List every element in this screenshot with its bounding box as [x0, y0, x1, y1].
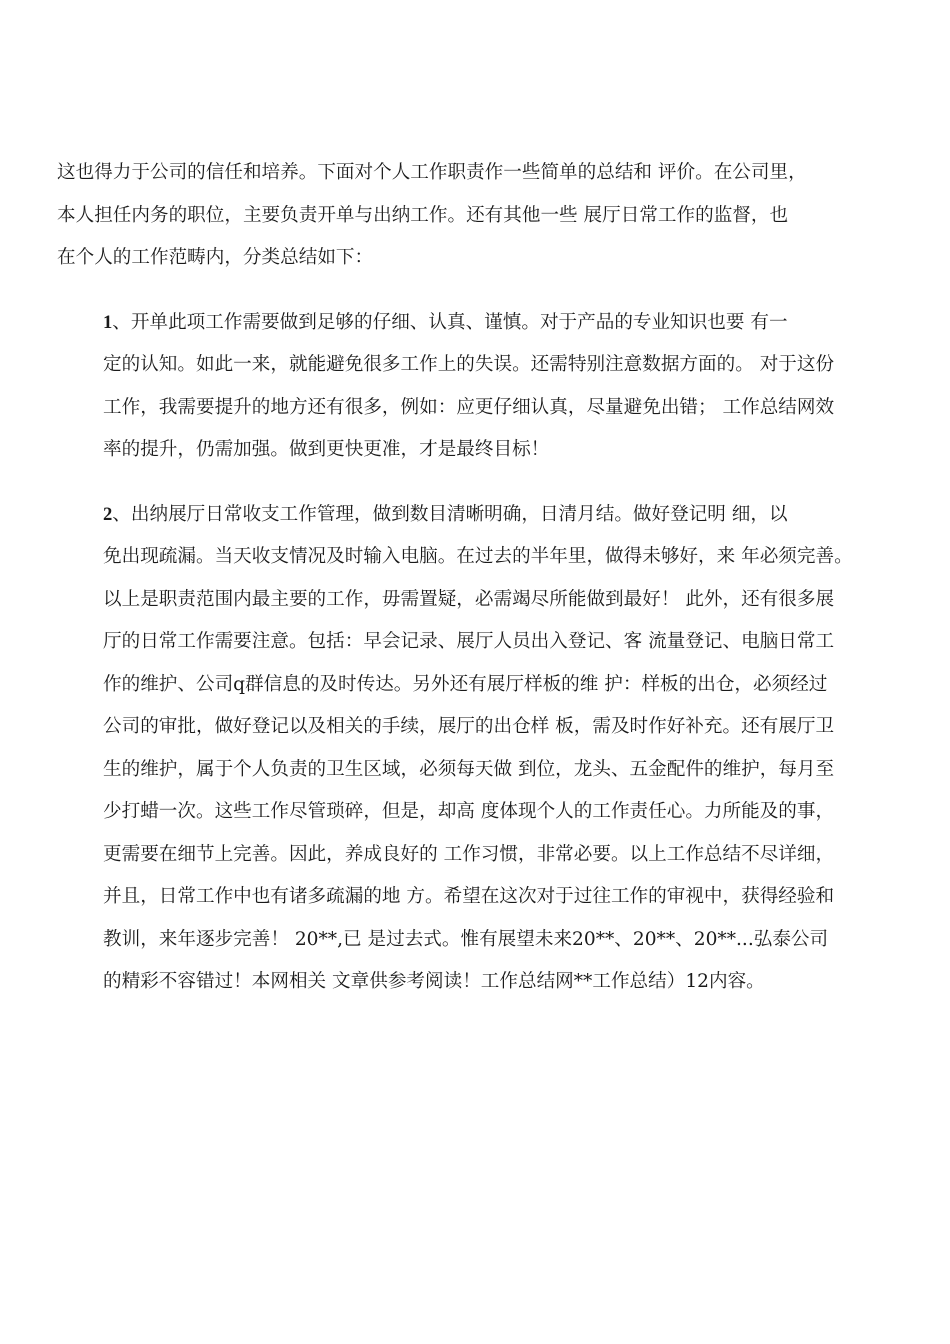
text-line: 并且，日常工作中也有诸多疏漏的地 方。希望在这次对于过往工作的审视中，获得经验和 — [103, 886, 835, 907]
text-line: 作的维护、公司q群信息的及时传达。另外还有展厅样板的维 护：样板的出仓，必须经过 — [103, 673, 828, 695]
text-line: 厅的日常工作需要注意。包括：早会记录、展厅人员出入登记、客 流量登记、电脑日常工 — [103, 631, 835, 652]
text-line: 的精彩不容错过！本网相关 文章供参考阅读！工作总结网**工作总结）12内容。 — [103, 971, 765, 992]
text-line: 率的提升，仍需加强。做到更快更准，才是最终目标！ — [103, 439, 550, 460]
text-line: 更需要在细节上完善。因此，养成良好的 工作习惯，非常必要。以上工作总结不尽详细， — [103, 843, 835, 865]
text-line: 在个人的工作范畴内，分类总结如下： — [57, 247, 374, 268]
text-line: 少打蜡一次。这些工作尽管琐碎，但是，却高 度体现个人的工作责任心。力所能及的事， — [103, 801, 835, 822]
text-line: 教训，来年逐步完善！ 20**,已 是过去式。惟有展望未来20**、20**、20**...弘泰公司 — [103, 928, 829, 950]
text-line — [57, 302, 893, 345]
item-number: 2 — [103, 503, 113, 525]
text-line: 生的维护，属于个人负责的卫生区域，必须每天做 到位，龙头、五金配件的维护，每月至 — [103, 758, 835, 780]
intro-paragraph — [57, 152, 893, 280]
text-line — [57, 494, 893, 537]
item-1-paragraph — [57, 302, 893, 472]
text-line: 工作，我需要提升的地方还有很多，例如：应更仔细认真，尽量避免出错； 工作总结网效 — [103, 396, 835, 418]
document-page — [57, 152, 893, 1004]
text-line: 本人担任内务的职位，主要负责开单与出纳工作。还有其他一些 展厅日常工作的监督，也 — [57, 204, 789, 226]
text-line: 这也得力于公司的信任和培养。下面对个人工作职责作一些简单的总结和 评价。在公司里， — [57, 162, 807, 183]
text-line: 定的认知。如此一来，就能避免很多工作上的失误。还需特别注意数据方面的。 对于这份 — [103, 354, 835, 375]
text-segment: 、开单此项工作需要做到足够的仔细、认真、谨慎。对于产品的专业知识也要 有一 — [112, 311, 788, 333]
item-2-paragraph — [57, 494, 893, 1004]
item-number: 1 — [103, 311, 113, 333]
text-line: 公司的审批，做好登记以及相关的手续，展厅的出仓样 板，需及时作好补充。还有展厅卫 — [103, 716, 835, 737]
text-segment: 、出纳展厅日常收支工作管理，做到数目清晰明确，日清月结。做好登记明 细，以 — [112, 503, 788, 525]
text-line: 以上是职责范围内最主要的工作，毋需置疑，必需竭尽所能做到最好！ 此外，还有很多展 — [103, 588, 835, 610]
text-line: 免出现疏漏。当天收支情况及时输入电脑。在过去的半年里，做得未够好，来 年必须完善。 — [103, 546, 853, 567]
